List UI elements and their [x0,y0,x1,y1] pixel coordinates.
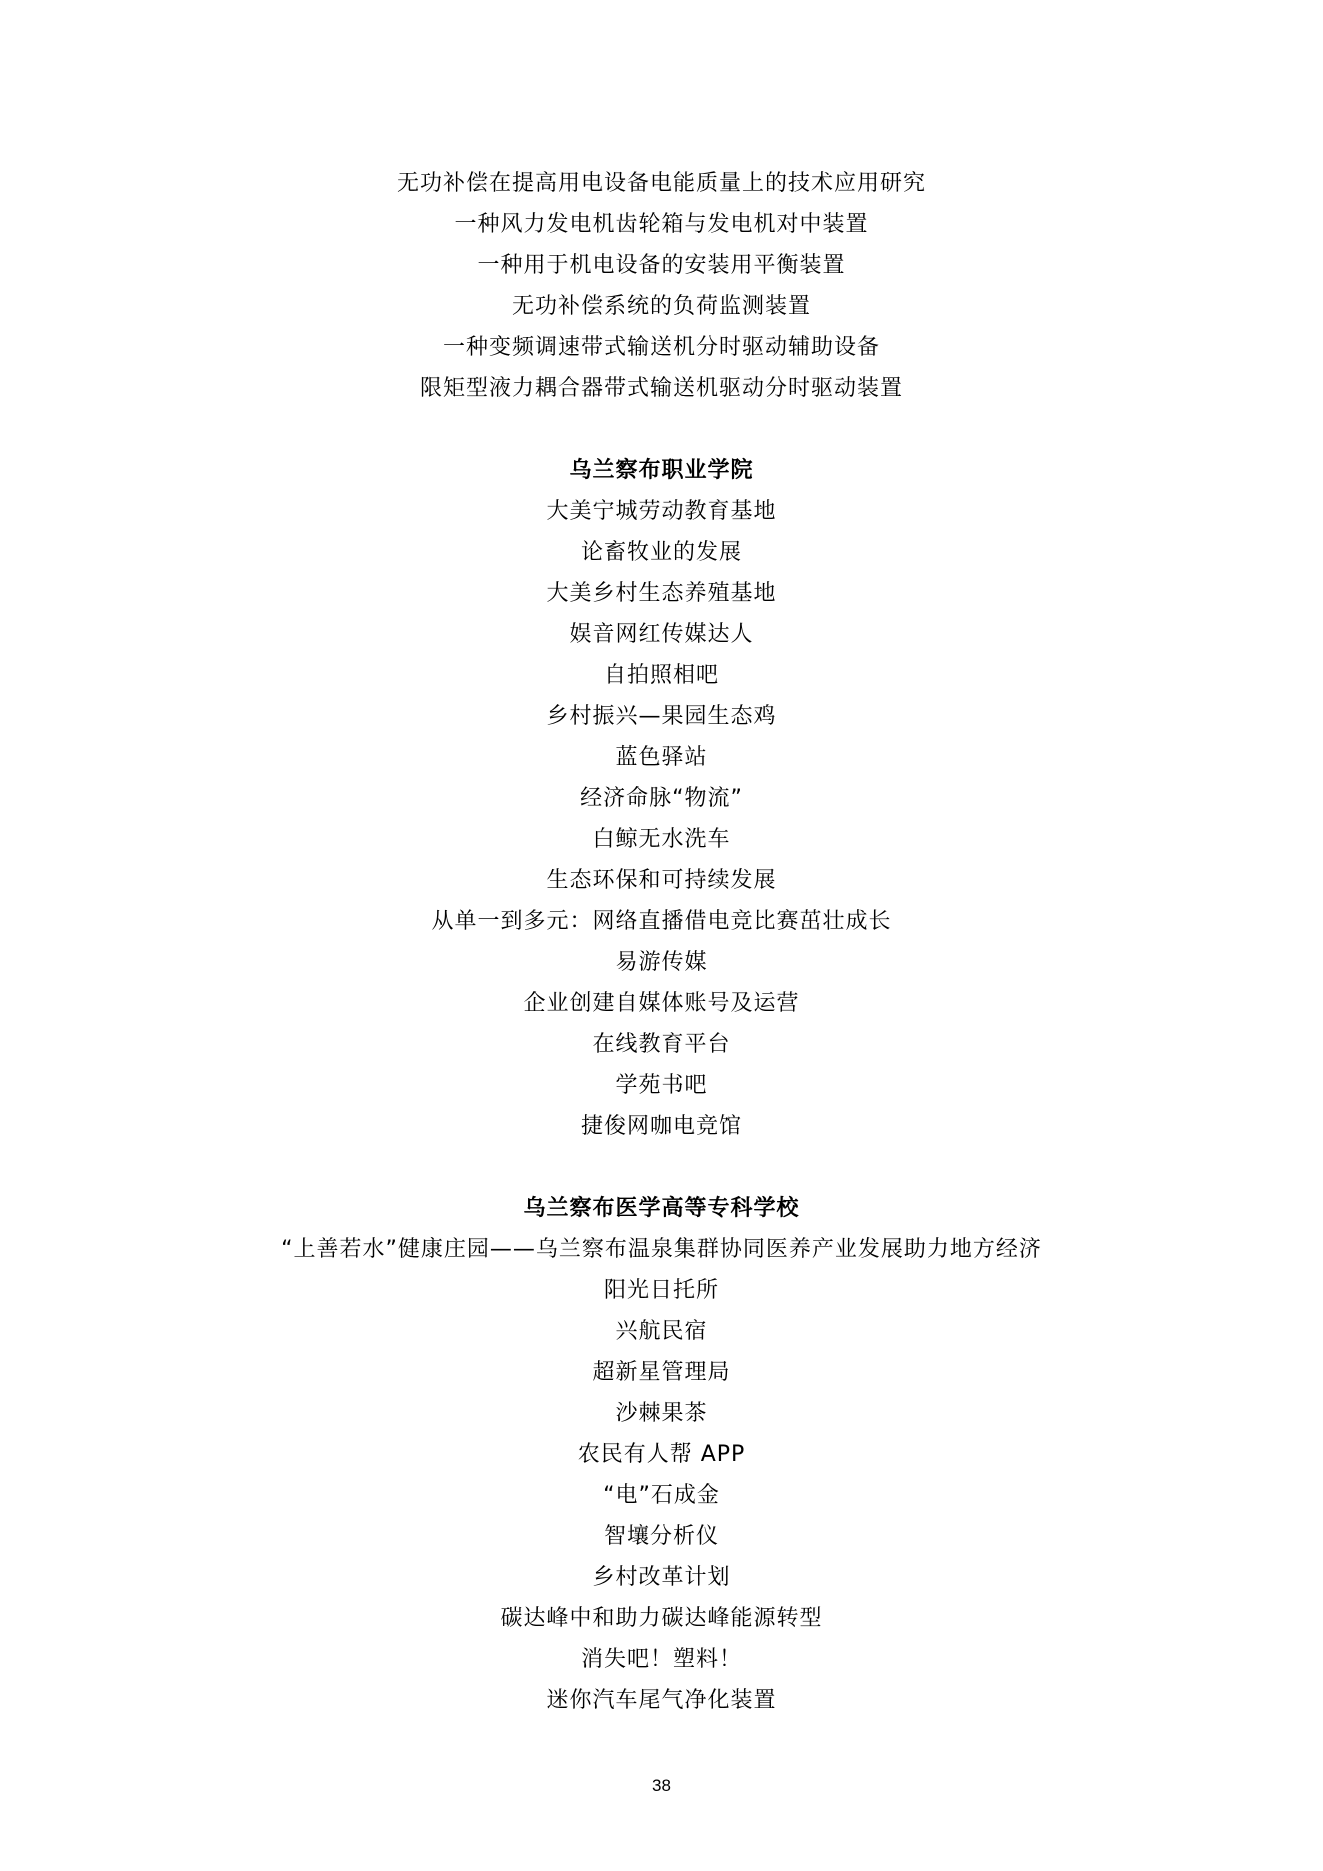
section-heading: 乌兰察布医学高等专科学校 [523,1196,800,1221]
list-item: 无功补偿系统的负荷监测装置 [511,294,811,319]
list-item: 白鲸无水洗车 [592,827,731,852]
list-item: 一种变频调速带式输送机分时驱动辅助设备 [442,335,880,360]
list-item: 超新星管理局 [592,1360,731,1385]
list-item: 限矩型液力耦合器带式输送机驱动分时驱动装置 [419,376,903,401]
list-item: 学苑书吧 [615,1073,708,1098]
list-item: 消失吧！塑料！ [580,1647,742,1672]
list-item: 企业创建自媒体账号及运营 [523,991,800,1016]
list-item: 阳光日托所 [603,1278,719,1303]
section-spacer [0,409,1323,450]
project-list [0,163,1323,1721]
list-item: 生态环保和可持续发展 [546,868,777,893]
list-item: 娱音网红传媒达人 [569,622,754,647]
section-2 [0,450,1323,1147]
list-item: 捷俊网咖电竞馆 [580,1114,742,1139]
list-item: 大美乡村生态养殖基地 [546,581,777,606]
list-item: 碳达峰中和助力碳达峰能源转型 [500,1606,823,1631]
section-heading: 乌兰察布职业学院 [569,458,754,483]
list-item: 蓝色驿站 [615,745,708,770]
list-item: 大美宁城劳动教育基地 [546,499,777,524]
list-item: 沙棘果茶 [615,1401,708,1426]
section-3 [0,1188,1323,1721]
section-spacer [0,1147,1323,1188]
list-item: 从单一到多元：网络直播借电竞比赛茁壮成长 [431,909,892,934]
list-item: 无功补偿在提高用电设备电能质量上的技术应用研究 [396,171,926,196]
list-item: 自拍照相吧 [603,663,719,688]
list-item: 一种风力发电机齿轮箱与发电机对中装置 [454,212,869,237]
list-item: “电”石成金 [603,1483,720,1508]
list-item: 智壤分析仪 [603,1524,719,1549]
list-item: 农民有人帮 APP [577,1442,746,1467]
list-item: 迷你汽车尾气净化装置 [546,1688,777,1713]
list-item: 易游传媒 [615,950,708,975]
list-item: 乡村改革计划 [592,1565,731,1590]
section-1 [0,163,1323,409]
list-item: 在线教育平台 [592,1032,731,1057]
list-item: 兴航民宿 [615,1319,708,1344]
list-item: 经济命脉“物流” [580,786,743,811]
list-item: 论畜牧业的发展 [580,540,742,565]
page-number: 38 [652,1776,671,1795]
list-item: 一种用于机电设备的安装用平衡装置 [477,253,846,278]
list-item: “上善若水”健康庄园——乌兰察布温泉集群协同医养产业发展助力地方经济 [281,1237,1042,1262]
list-item: 乡村振兴—果园生态鸡 [546,704,777,729]
